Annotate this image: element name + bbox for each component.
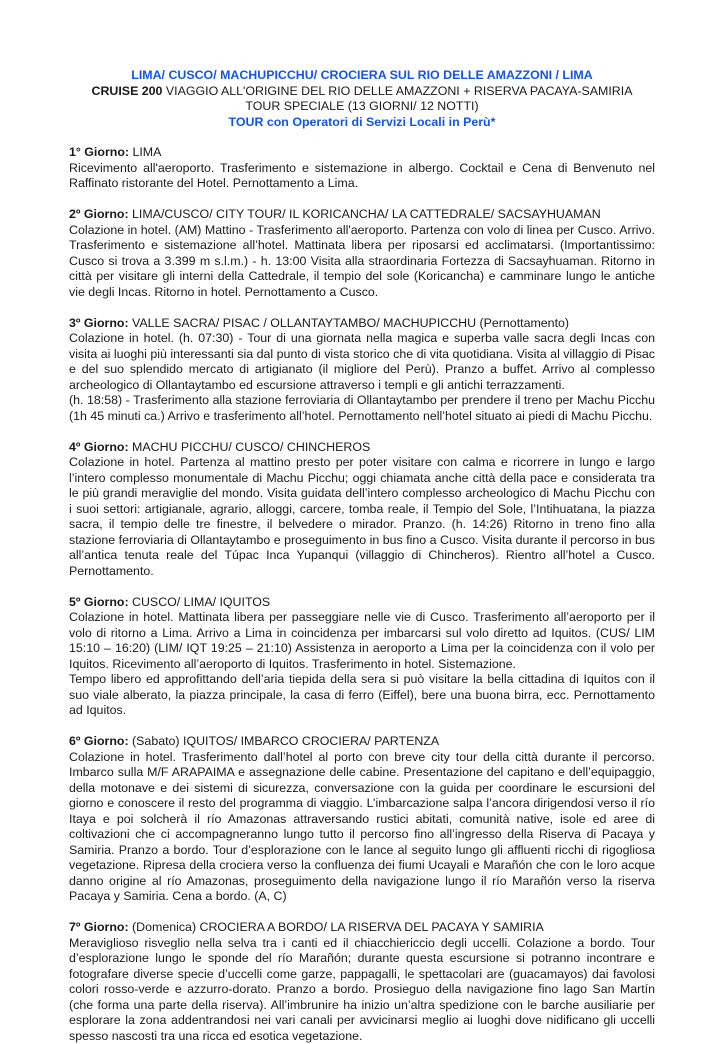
document-subtitle: [69, 84, 655, 100]
day-label: 2º Giorno:: [69, 207, 129, 221]
day-label: 1° Giorno:: [69, 145, 129, 159]
day-route: VALLE SACRA/ PISAC / OLLANTAYTAMBO/ MACHUPICCHU (Pernottamento): [129, 316, 569, 330]
day-route: LIMA/CUSCO/ CITY TOUR/ IL KORICANCHA/ LA CATTEDRALE/ SACSAYHUAMAN: [129, 207, 601, 221]
day-route: (Domenica) CROCIERA A BORDO/ LA RISERVA DEL PACAYA Y SAMIRIA: [129, 920, 544, 934]
day-label: 3º Giorno:: [69, 316, 129, 330]
tour-duration: TOUR SPECIALE (13 GIORNI/ 12 NOTTI): [69, 99, 655, 115]
day-description: Colazione in hotel. Mattinata libera per passeggiare nelle vie di Cusco. Trasferimento all’aeroporto per il volo di ritorno a Lima. Arrivo a Lima in coincidenza per imbarcarsi sul volo diretto ad Iquitos. (CUS/ LIM 15:10 – 16:20) (LIM/ IQT 19:25 – 21:10) Assistenza in aeroporto a Lima per la coincidenza con il volo per Iquitos. Ricevimento all’aeroporto di Iquitos. Trasferimento in hotel. Sistemazione.: [69, 610, 655, 672]
day-label: 5º Giorno:: [69, 595, 129, 609]
day-route: MACHU PICCHU/ CUSCO/ CHINCHEROS: [129, 440, 371, 454]
day-description: Meraviglioso risveglio nella selva tra i canti ed il chiacchiericcio degli uccelli. Colazione a bordo. Tour d’esplorazione lungo le sponde del río Marañón; durante questa escursione si potranno incontrare e fotografare diverse specie d’uccelli come garze, pappagalli, le spettacolari are (guacamayos) dai favolosi colori rosso-verde e azzurro-dorato. Pranzo a bordo. Prosieguo della navigazione fino lago San Martín (che forma una parte della riserva). All’imbrunire ha inizio un’altra spedizione con le barche ausiliarie per esplorare la zona addentrandosi nei vari canali per avvicinarsi meglio ai luoghi dove nidificano gli uccelli spesso nascosti tra una ricca ed esotica vegetazione.: [69, 936, 655, 1044]
cruise-code: CRUISE 200: [92, 84, 163, 98]
day-heading: [69, 920, 655, 936]
day-route: LIMA: [129, 145, 161, 159]
day-description: Colazione in hotel. Partenza al mattino presto per poter visitare con calma e ricorrere in lungo e largo l’intero complesso monumentale di Machu Picchu; oggi chiamata anche città della pace e considerata tra le più grandi meraviglie del mondo. Visita guidata dell’intero complesso archeologico di Machu Picchu con i suoi settori: artigianale, agrario, alloggi, carcere, tomba reale, il Tempio del Sole, l’Intihuatana, la piazza sacra, il tempio delle tre finestre, il belvedere o mirador. Pranzo. (h. 14:26) Ritorno in treno fino alla stazione ferroviaria di Ollantaytambo e proseguimento in bus fino a Cusco. Visita durante il percorso in bus all’antica tenuta reale del Túpac Inca Yupanqui (villaggio di Chincheros). Rientro all’hotel a Cusco. Pernottamento.: [69, 455, 655, 579]
day-heading: [69, 316, 655, 332]
document-title: LIMA/ CUSCO/ MACHUPICCHU/ CROCIERA SUL RIO DELLE AMAZZONI / LIMA: [69, 68, 655, 84]
day-description: Colazione in hotel. (AM) Mattino - Trasferimento all'aeroporto. Partenza con volo di linea per Cusco. Arrivo. Trasferimento e sistemazione all’hotel. Mattinata libera per riposarsi ed acclimatarsi. (Importantissimo: Cusco si trova a 3.399 m s.l.m.) - h. 13:00 Visita alla straordinaria Fortezza di Sacsayhuaman. Ritorno in città per visitare gli interni della Cattedrale, il tempio del sole (Koricancha) e camminare lungo le antiche vie degli Incas. Ritorno in hotel. Pernottamento a Cusco.: [69, 223, 655, 301]
day-heading: [69, 207, 655, 223]
day-5: [69, 595, 655, 719]
day-heading: [69, 440, 655, 456]
day-6: [69, 734, 655, 905]
day-description: (h. 18:58) - Trasferimento alla stazione ferroviaria di Ollantaytambo per prendere il treno per Machu Picchu (1h 45 minuti ca.) Arrivo e trasferimento all’hotel. Pernottamento nell’hotel situato ai piedi di Machu Picchu.: [69, 393, 655, 424]
day-7: [69, 920, 655, 1044]
day-description: Colazione in hotel. Trasferimento dall’hotel al porto con breve city tour della città durante il percorso. Imbarco sulla M/F ARAPAIMA e assegnazione delle cabine. Presentazione del capitano e dell’equipaggio, della motonave e dei sistemi di sicurezza, conversazione con la guida per coordinare le escursioni del giorno e conoscere il resto del programma di viaggio. L’imbarcazione salpa l’ancora dirigendosi verso il río Itaya e poi solcherà il río Amazonas attraversando rustici abitati, comunità native, isole ed aree di coltivazioni che ci accompagneranno lungo tutto il percorso fino all’ingresso della Riserva di Pacaya y Samiria. Pranzo a bordo. Tour d’esplorazione con le lance al seguito lungo gli affluenti ricchi di rigogliosa vegetazione. Ripresa della crociera verso la confluenza dei fiumi Ucayali e Marañón che con le loro acque danno origine al río Amazonas, proseguimento della navigazione lungo il río Marañón verso la riserva Pacaya y Samiria. Cena a bordo. (A, C): [69, 750, 655, 905]
day-route: (Sabato) IQUITOS/ IMBARCO CROCIERA/ PARTENZA: [129, 734, 440, 748]
day-route: CUSCO/ LIMA/ IQUITOS: [129, 595, 271, 609]
operator-note: TOUR con Operatori di Servizi Locali in Perù*: [69, 115, 655, 131]
day-description: Ricevimento all'aeroporto. Trasferimento e sistemazione in albergo. Cocktail e Cena di Benvenuto nel Raffinato ristorante del Hotel. Pernottamento a Lima.: [69, 161, 655, 192]
day-description: Colazione in hotel. (h. 07:30) - Tour di una giornata nella magica e superba valle sacra degli Incas con visita ai luoghi più interessanti sia dal punto di vista storico che di vita quotidiana. Visita al villaggio di Pisac e del suo splendido mercato di artigianato (il migliore del Perù). Pranzo a buffet. Arrivo al complesso archeologico di Ollantaytambo ed escursione attraverso i templi e gli antichi terrazzamenti.: [69, 331, 655, 393]
day-label: 6º Giorno:: [69, 734, 129, 748]
day-3: [69, 316, 655, 425]
day-2: [69, 207, 655, 300]
subtitle-text: VIAGGIO ALL'ORIGINE DEL RIO DELLE AMAZZONI + RISERVA PACAYA-SAMIRIA: [162, 84, 632, 98]
document-header: [69, 68, 655, 130]
day-heading: [69, 734, 655, 750]
day-description: Tempo libero ed approfittando dell’aria tiepida della sera si può visitare la bella cittadina di Iquitos con il suo viale alberato, la piazza principale, la casa di ferro (Eiffel), bere una buona birra, ecc. Pernottamento ad Iquitos.: [69, 672, 655, 719]
day-heading: [69, 145, 655, 161]
day-heading: [69, 595, 655, 611]
day-label: 4º Giorno:: [69, 440, 129, 454]
day-label: 7º Giorno:: [69, 920, 129, 934]
day-4: [69, 440, 655, 580]
day-1: [69, 145, 655, 192]
